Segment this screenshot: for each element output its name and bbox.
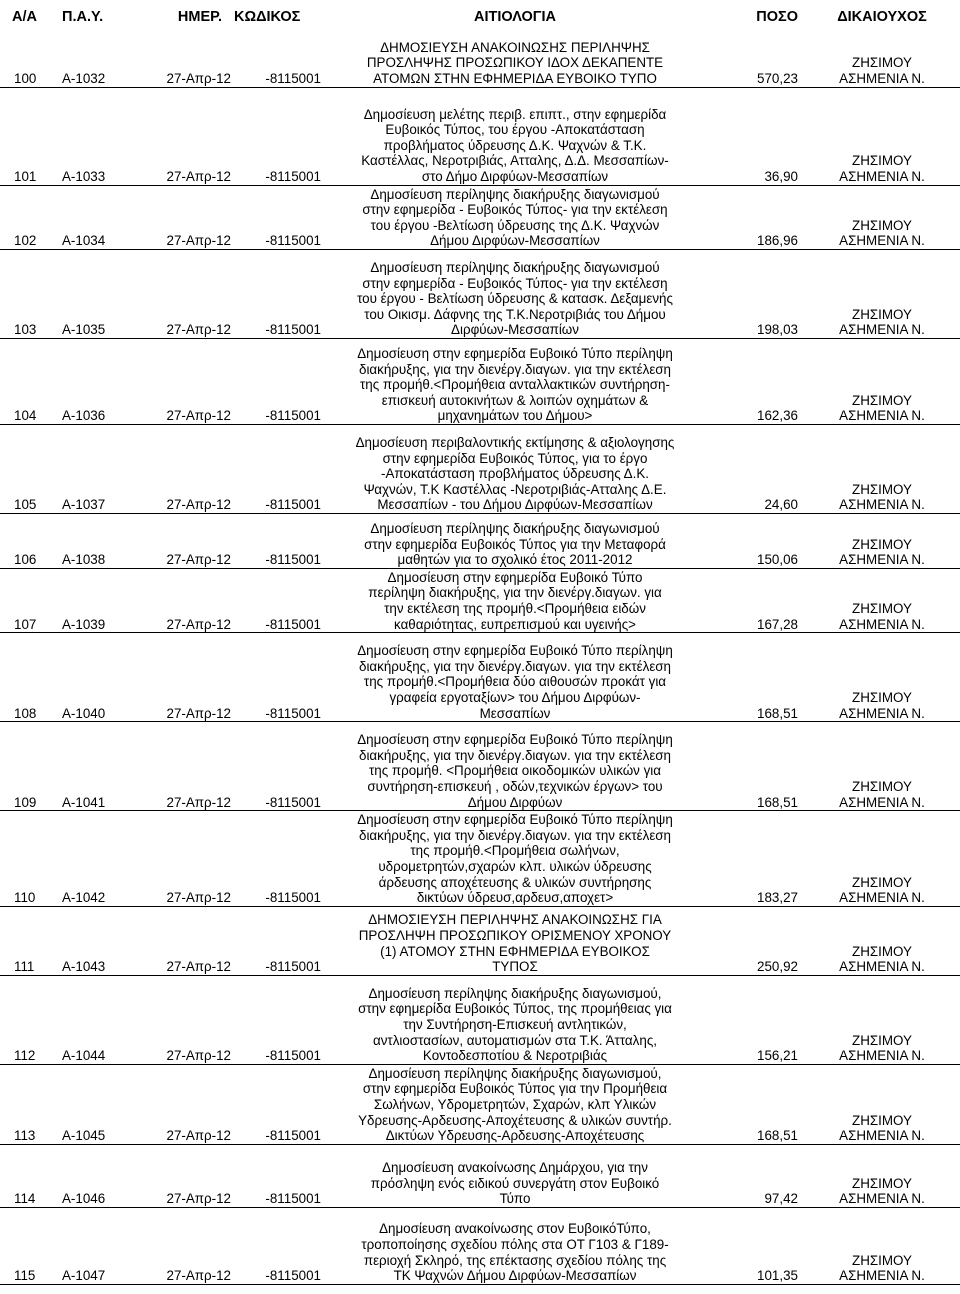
row-beneficiary	[804, 1064, 960, 1144]
description-line: Μεσσαπίων	[479, 705, 551, 721]
beneficiary-line: ΖΗΣΙΜΟΥ	[852, 1112, 912, 1128]
row-number: 102	[0, 185, 62, 249]
description-line: περιοχή Σκληρό, της επέκτασης σχεδίου πόλης της	[363, 1252, 667, 1268]
table-row	[0, 185, 960, 249]
description-line: στην εφημερίδα Ευβοικός Τύπος, για το έργο	[382, 450, 648, 466]
beneficiary-line: ΖΗΣΙΜΟΥ	[852, 306, 912, 322]
description-line: Δημοσίευση περίληψης διακήρυξης διαγωνισμού	[370, 186, 660, 202]
account-code: -8115001	[234, 1064, 325, 1144]
description-line: στην εφημερίδα - Ευβοικός Τύπος- για την εκτέλεση	[362, 202, 668, 218]
description-line: Ψαχνών, Τ.Κ Καστέλλας -Νεροτριβιάς-Ατταλης Δ.Ε.	[363, 481, 667, 497]
row-date: 27-Απρ-12	[126, 633, 234, 722]
table-row	[0, 1064, 960, 1144]
beneficiary-line: ΖΗΣΙΜΟΥ	[852, 217, 912, 233]
row-date: 27-Απρ-12	[126, 1144, 234, 1207]
description-line: στο Δήμο Διρφύων-Μεσσαπίων	[421, 168, 609, 184]
beneficiary-line: ΑΣΗΜΕΝΙΑ Ν.	[839, 552, 925, 568]
description-line: -Αποκατάσταση προβλήματος ύδρευσης Δ.Κ.	[380, 466, 649, 482]
row-description	[325, 811, 705, 907]
row-number: 115	[0, 1207, 62, 1284]
col-header-amount: ΠΟΣΟ	[756, 9, 798, 25]
beneficiary-line: ΑΣΗΜΕΝΙΑ Ν.	[839, 322, 925, 338]
table-row	[0, 34, 960, 87]
row-number: 108	[0, 633, 62, 722]
beneficiary-line: ΖΗΣΙΜΟΥ	[852, 601, 912, 617]
description-line: την εκτέλεση της προμήθ.<Προμήθεια ειδών	[384, 601, 646, 617]
beneficiary-line: ΖΗΣΙΜΟΥ	[852, 1252, 912, 1268]
row-description	[325, 338, 705, 424]
row-date: 27-Απρ-12	[126, 1207, 234, 1284]
description-line: ΠΡΟΣΛΗΨΗΣ ΠΡΟΣΩΠΙΚΟΥ ΙΔΟΧ ΔΕΚΑΠΕΝΤΕ	[366, 55, 664, 71]
payment-order: Α-1039	[62, 568, 126, 632]
description-line: της προμήθ.<Προμήθεια ανταλλακτικών συντήρηση-	[360, 377, 670, 393]
payment-order: Α-1038	[62, 513, 126, 568]
row-number: 104	[0, 338, 62, 424]
beneficiary-line: ΑΣΗΜΕΝΙΑ Ν.	[839, 408, 925, 424]
description-line: στην εφημερίδα Ευβοικός Τύπος για την Προμήθεια	[362, 1081, 668, 1097]
description-line: Δήμου Διρφύων	[467, 794, 563, 810]
row-amount: 250,92	[705, 906, 804, 975]
description-line: Τύπο	[499, 1191, 531, 1207]
row-number: 100	[0, 34, 62, 87]
row-date: 27-Απρ-12	[126, 34, 234, 87]
account-code: -8115001	[234, 249, 325, 338]
row-description	[325, 34, 705, 87]
row-description	[325, 568, 705, 632]
row-date: 27-Απρ-12	[126, 338, 234, 424]
beneficiary-line: ΑΣΗΜΕΝΙΑ Ν.	[839, 70, 925, 86]
beneficiary-line: ΑΣΗΜΕΝΙΑ Ν.	[839, 497, 925, 513]
beneficiary-line: ΖΗΣΙΜΟΥ	[852, 536, 912, 552]
row-number: 112	[0, 975, 62, 1064]
row-amount: 570,23	[705, 34, 804, 87]
payment-order: Α-1044	[62, 975, 126, 1064]
description-line: Δημοσίευση ανακοίνωσης στον ΕυβοικόΤύπο,	[379, 1221, 651, 1237]
account-code: -8115001	[234, 513, 325, 568]
description-line: Κοντοδεσποτίου & Νεροτριβιάς	[422, 1048, 608, 1064]
description-line: μαθητών για το σχολικό έτος 2011-2012	[397, 552, 633, 568]
table-row	[0, 249, 960, 338]
description-line: Διρφύων-Μεσσαπίων	[451, 322, 579, 338]
account-code: -8115001	[234, 338, 325, 424]
row-amount: 156,21	[705, 975, 804, 1064]
description-line: Δημοσίευση περίληψης διακήρυξης διαγωνισμού	[370, 259, 660, 275]
description-line: αντλιοστασίων, αυτοματισμών στα Τ.Κ. Άτταλης,	[373, 1032, 657, 1048]
header-row	[0, 0, 960, 34]
description-line: Δημοσίευση στην εφημερίδα Ευβοικό Τύπο περίληψη	[357, 732, 673, 748]
payment-order: Α-1042	[62, 811, 126, 907]
description-line: Ευβοικός Τύπος, του έργου -Αποκατάσταση	[385, 122, 645, 138]
description-line: ΑΤΟΜΩΝ ΣΤΗΝ ΕΦΗΜΕΡΙΔΑ ΕΥΒΟΙΚΟ ΤΥΠΟ	[373, 70, 657, 86]
col-header-code: ΚΩΔΙΚΟΣ	[234, 9, 301, 25]
account-code: -8115001	[234, 1144, 325, 1207]
beneficiary-line: ΑΣΗΜΕΝΙΑ Ν.	[839, 1048, 925, 1064]
row-amount: 36,90	[705, 87, 804, 185]
row-amount: 168,51	[705, 1064, 804, 1144]
row-beneficiary	[804, 185, 960, 249]
row-description	[325, 1064, 705, 1144]
table-row	[0, 568, 960, 632]
row-date: 27-Απρ-12	[126, 811, 234, 907]
account-code: -8115001	[234, 34, 325, 87]
account-code: -8115001	[234, 633, 325, 722]
description-line: δικτύων ύδρευσ,αρδευσ,αποχετ>	[416, 890, 614, 906]
beneficiary-line: ΖΗΣΙΜΟΥ	[852, 153, 912, 169]
row-beneficiary	[804, 1144, 960, 1207]
description-line: Δήμου Διρφύων-Μεσσαπίων	[430, 233, 600, 249]
row-date: 27-Απρ-12	[126, 1064, 234, 1144]
description-line: γραφεία εργοταξίων> του Δήμου Διρφύων-	[389, 690, 641, 706]
description-line: Δημοσίευση στην εφημερίδα Ευβοικό Τύπο περίληψη	[357, 643, 673, 659]
beneficiary-line: ΑΣΗΜΕΝΙΑ Ν.	[839, 616, 925, 632]
description-line: Δημοσίευση περίληψης διακήρυξης διαγωνισμού,	[368, 985, 662, 1001]
table-row	[0, 811, 960, 907]
row-number: 107	[0, 568, 62, 632]
table-row	[0, 722, 960, 811]
description-line: στην εφημερίδα - Ευβοικός Τύπος- για την εκτέλεση	[362, 275, 668, 291]
account-code: -8115001	[234, 424, 325, 513]
description-line: Δημοσίευση μελέτης περιβ. επιπτ., στην εφημερίδα	[363, 106, 667, 122]
description-line: Δημοσίευση στην εφημερίδα Ευβοικό Τύπο	[387, 569, 643, 585]
row-date: 27-Απρ-12	[126, 568, 234, 632]
description-line: Δημοσίευση περιβαλοντικής εκτίμησης & αξιολογησης	[355, 434, 675, 450]
description-line: στην εφημερίδα Ευβοικός Τύπος, της προμήθειας για	[358, 1001, 672, 1017]
payment-order: Α-1047	[62, 1207, 126, 1284]
row-beneficiary	[804, 424, 960, 513]
account-code: -8115001	[234, 975, 325, 1064]
col-header-date: ΗΜΕΡ.	[177, 9, 222, 25]
row-amount: 198,03	[705, 249, 804, 338]
row-beneficiary	[804, 975, 960, 1064]
beneficiary-line: ΑΣΗΜΕΝΙΑ Ν.	[839, 233, 925, 249]
table-row	[0, 633, 960, 722]
account-code: -8115001	[234, 811, 325, 907]
description-line: ΠΡΟΣΛΗΨΗ ΠΡΟΣΩΠΙΚΟΥ ΟΡΙΣΜΕΝΟΥ ΧΡΟΝΟΥ	[358, 928, 672, 944]
row-amount: 24,60	[705, 424, 804, 513]
row-beneficiary	[804, 811, 960, 907]
row-beneficiary	[804, 722, 960, 811]
row-date: 27-Απρ-12	[126, 249, 234, 338]
table-row	[0, 1144, 960, 1207]
beneficiary-line: ΑΣΗΜΕΝΙΑ Ν.	[839, 1268, 925, 1284]
beneficiary-line: ΖΗΣΙΜΟΥ	[852, 943, 912, 959]
table-row	[0, 906, 960, 975]
row-number: 113	[0, 1064, 62, 1144]
beneficiary-line: ΖΗΣΙΜΟΥ	[852, 1175, 912, 1191]
payment-order: Α-1035	[62, 249, 126, 338]
beneficiary-line: ΖΗΣΙΜΟΥ	[852, 779, 912, 795]
beneficiary-line: ΑΣΗΜΕΝΙΑ Ν.	[839, 890, 925, 906]
description-line: πρόσληψη ενός ειδικού συνεργάτη στον Ευβοικό	[370, 1175, 660, 1191]
row-date: 27-Απρ-12	[126, 513, 234, 568]
table-row	[0, 87, 960, 185]
row-number: 110	[0, 811, 62, 907]
beneficiary-line: ΖΗΣΙΜΟΥ	[852, 1032, 912, 1048]
row-description	[325, 249, 705, 338]
beneficiary-line: ΑΣΗΜΕΝΙΑ Ν.	[839, 959, 925, 975]
row-number: 105	[0, 424, 62, 513]
table-row	[0, 424, 960, 513]
row-date: 27-Απρ-12	[126, 906, 234, 975]
beneficiary-line: ΖΗΣΙΜΟΥ	[852, 392, 912, 408]
row-beneficiary	[804, 513, 960, 568]
account-code: -8115001	[234, 722, 325, 811]
account-code: -8115001	[234, 906, 325, 975]
payment-order: Α-1046	[62, 1144, 126, 1207]
table-row	[0, 975, 960, 1064]
description-line: Μεσσαπίων - του Δήμου Διρφύων-Μεσσαπίων	[377, 497, 653, 513]
description-line: διακήρυξης, για την διενέργ.διαγων. για την εκτέλεση	[358, 361, 671, 377]
description-line: Υδρευσης-Αρδευσης-Αποχέτευσης & υλικών συντήρ.	[358, 1112, 672, 1128]
row-description	[325, 975, 705, 1064]
row-description	[325, 87, 705, 185]
row-date: 27-Απρ-12	[126, 975, 234, 1064]
row-number: 101	[0, 87, 62, 185]
row-amount: 162,36	[705, 338, 804, 424]
beneficiary-line: ΑΣΗΜΕΝΙΑ Ν.	[839, 1191, 925, 1207]
row-date: 27-Απρ-12	[126, 185, 234, 249]
description-line: του έργου - Βελτίωση ύδρευσης & κατασκ. Δεξαμενής	[357, 291, 673, 307]
row-amount: 186,96	[705, 185, 804, 249]
row-amount: 101,35	[705, 1207, 804, 1284]
row-beneficiary	[804, 1207, 960, 1284]
description-line: διακήρυξης, για την διενέργ.διαγων. για την εκτέλεση	[358, 747, 671, 763]
description-line: (1) ΑΤΟΜΟΥ ΣΤΗΝ ΕΦΗΜΕΡΙΔΑ ΕΥΒΟΙΚΟΣ	[380, 943, 650, 959]
row-beneficiary	[804, 34, 960, 87]
row-date: 27-Απρ-12	[126, 424, 234, 513]
row-amount: 150,06	[705, 513, 804, 568]
row-date: 27-Απρ-12	[126, 722, 234, 811]
beneficiary-line: ΑΣΗΜΕΝΙΑ Ν.	[839, 794, 925, 810]
description-line: Καστέλλας, Νεροτριβιάς, Ατταλης, Δ.Δ. Μεσσαπίων-	[361, 153, 669, 169]
beneficiary-line: ΖΗΣΙΜΟΥ	[852, 690, 912, 706]
description-line: Δημοσίευση περίληψης διακήρυξης διαγωνισμού	[370, 521, 660, 537]
description-line: διακήρυξης, για την διενέργ.διαγων. για την εκτέλεση	[358, 658, 671, 674]
col-header-pay: Π.Α.Υ.	[62, 9, 104, 25]
description-line: Δικτύων Υδρευσης-Αρδευσης-Αποχέτευσης	[385, 1128, 645, 1144]
row-amount: 168,51	[705, 722, 804, 811]
row-beneficiary	[804, 249, 960, 338]
row-number: 111	[0, 906, 62, 975]
row-description	[325, 722, 705, 811]
payment-order: Α-1036	[62, 338, 126, 424]
table-row	[0, 338, 960, 424]
row-number: 114	[0, 1144, 62, 1207]
account-code: -8115001	[234, 185, 325, 249]
description-line: τροποποίησης σχεδίου πόλης στα ΟΤ Γ103 & Γ189-	[361, 1237, 669, 1252]
description-line: προβλήματος ύδρευσης Δ.Κ. Ψαχνών & Τ.Κ.	[383, 137, 647, 153]
description-line: Δημοσίευση περίληψης διακήρυξης διαγωνισμού,	[368, 1065, 662, 1081]
beneficiary-line: ΖΗΣΙΜΟΥ	[852, 481, 912, 497]
description-line: Δημοσίευση στην εφημερίδα Ευβοικό Τύπο περίληψη	[357, 812, 673, 828]
beneficiary-line: ΖΗΣΙΜΟΥ	[852, 874, 912, 890]
description-line: της προμήθ.<Προμήθεια δύο αιθουσών προκάτ για	[363, 674, 667, 690]
row-date: 27-Απρ-12	[126, 87, 234, 185]
description-line: διακήρυξης, για την διενέργ.διαγων. για την εκτέλεση	[358, 827, 671, 843]
description-line: ΤΚ Ψαχνών Δήμου Διρφύων-Μεσσαπίων	[393, 1268, 637, 1284]
row-description	[325, 424, 705, 513]
row-description	[325, 906, 705, 975]
row-amount: 183,27	[705, 811, 804, 907]
description-line: Δημοσίευση στην εφημερίδα Ευβοικό Τύπο περίληψη	[357, 345, 673, 361]
beneficiary-line: ΑΣΗΜΕΝΙΑ Ν.	[839, 705, 925, 721]
description-line: της προμήθ. <Προμήθεια οικοδομικών υλικών για	[368, 763, 662, 779]
row-beneficiary	[804, 338, 960, 424]
row-description	[325, 633, 705, 722]
row-description	[325, 1207, 705, 1284]
row-amount: 168,51	[705, 633, 804, 722]
col-header-beneficiary: ΔΙΚΑΙΟΥΧΟΣ	[837, 9, 927, 25]
account-code: -8115001	[234, 87, 325, 185]
description-line: υδρομετρητών,σχαρών κλπ. υλικών ύδρευσης	[378, 859, 652, 875]
payment-order: Α-1041	[62, 722, 126, 811]
payment-order: Α-1045	[62, 1064, 126, 1144]
description-line: την Συντήρηση-Επισκευή αντλητικών,	[403, 1017, 627, 1033]
description-line: του έργου -Βελτίωση ύδρευσης της Δ.Κ. Ψαχνών	[370, 217, 660, 233]
col-header-description: ΑΙΤΙΟΛΟΓΙΑ	[473, 9, 557, 25]
payment-order: Α-1043	[62, 906, 126, 975]
description-line: καθαριότητας, ευπρεπισμού και υγεινής>	[394, 616, 636, 632]
row-number: 103	[0, 249, 62, 338]
description-line: ΤΥΠΟΣ	[492, 959, 538, 975]
description-line: ΔΗΜΟΣΙΕΥΣΗ ΑΝΑΚΟΙΝΩΣΗΣ ΠΕΡΙΛΗΨΗΣ	[380, 39, 650, 55]
description-line: περίληψη διακήρυξης, για την διενέργ.διαγων. για	[368, 585, 662, 601]
col-header-aa: Α/Α	[12, 9, 37, 25]
row-description	[325, 513, 705, 568]
description-line: μηχανημάτων του Δήμου>	[437, 408, 593, 424]
account-code: -8115001	[234, 568, 325, 632]
description-line: της προμήθ.<Προμήθεια σωλήνων,	[410, 843, 620, 859]
description-line: ΔΗΜΟΣΙΕΥΣΗ ΠΕΡΙΛΗΨΗΣ ΑΝΑΚΟΙΝΩΣΗΣ ΓΙΑ	[368, 912, 662, 928]
row-number: 109	[0, 722, 62, 811]
payment-order: Α-1034	[62, 185, 126, 249]
row-description	[325, 185, 705, 249]
account-code: -8115001	[234, 1207, 325, 1284]
payment-order: Α-1032	[62, 34, 126, 87]
row-number: 106	[0, 513, 62, 568]
description-line: συντήρηση-επισκευή , οδών,τεχνικών έργων> του	[367, 779, 663, 795]
payment-order: Α-1033	[62, 87, 126, 185]
table-row	[0, 1207, 960, 1284]
beneficiary-line: ΑΣΗΜΕΝΙΑ Ν.	[839, 168, 925, 184]
row-beneficiary	[804, 906, 960, 975]
row-beneficiary	[804, 87, 960, 185]
row-amount: 97,42	[705, 1144, 804, 1207]
row-beneficiary	[804, 568, 960, 632]
beneficiary-line: ΖΗΣΙΜΟΥ	[852, 55, 912, 71]
description-line: Σωλήνων, Υδρομετρητών, Σχαρών, κλπ Υλικών	[373, 1097, 657, 1112]
description-line: του Οικισμ. Δάφνης της Τ.Κ.Νεροτριβιάς του Δήμου	[364, 306, 666, 322]
description-line: Δημοσίευση ανακοίνωσης Δημάρχου, για την	[382, 1160, 648, 1175]
description-line: άρδευσης αποχέτευσης & υλικών συντήρησης	[378, 874, 652, 890]
row-beneficiary	[804, 633, 960, 722]
row-description	[325, 1144, 705, 1207]
row-amount: 167,28	[705, 568, 804, 632]
beneficiary-line: ΑΣΗΜΕΝΙΑ Ν.	[839, 1128, 925, 1144]
table-row	[0, 513, 960, 568]
payment-order: Α-1040	[62, 633, 126, 722]
description-line: επισκευή αυτοκινήτων & λοιπών οχημάτων &	[381, 392, 649, 408]
payment-order: Α-1037	[62, 424, 126, 513]
description-line: στην εφημερίδα Ευβοικός Τύπος για την Μεταφορά	[364, 536, 666, 552]
